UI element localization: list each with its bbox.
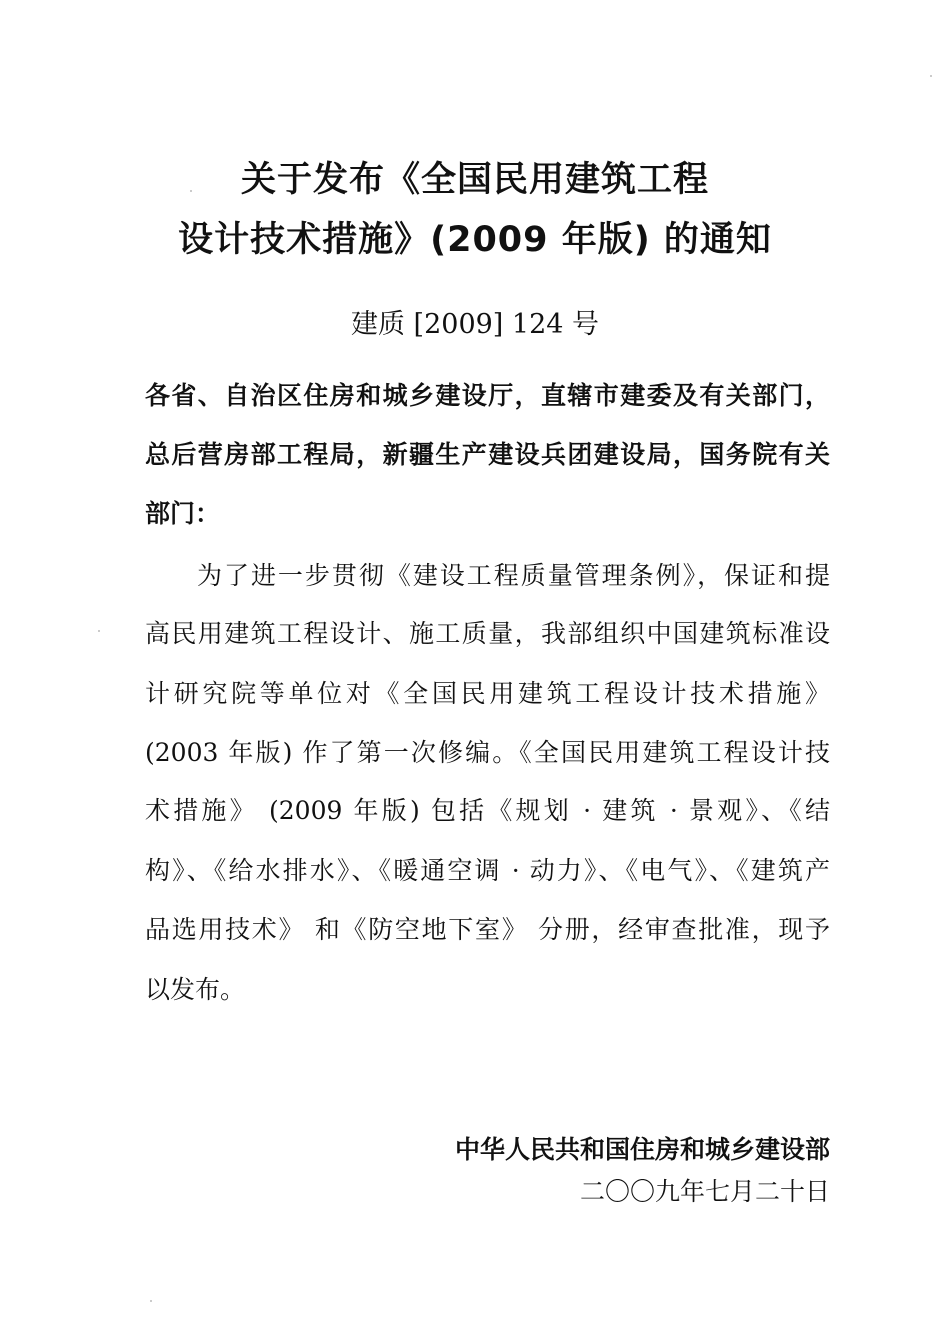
- issuing-authority: 中华人民共和国住房和城乡建设部: [454, 1135, 830, 1164]
- body-line-2: 高民用建筑工程设计、施工质量，我部组织中国建筑标准设: [145, 619, 830, 648]
- document-number: 建质 [2009] 124 号: [350, 309, 600, 340]
- title-line-2: 设计技术措施》(2009 年版) 的通知: [178, 220, 772, 260]
- scan-speck: [150, 1300, 152, 1302]
- body-line-4: (2003 年版) 作了第一次修编。《全国民用建筑工程设计技: [145, 738, 830, 767]
- body-line-5: 术措施》 (2009 年版) 包括《规划 · 建筑 · 景观》、《结: [145, 796, 830, 825]
- issue-date: 二〇〇九年七月二十日: [579, 1177, 830, 1206]
- body-line-3: 计研究院等单位对《全国民用建筑工程设计技术措施》: [145, 679, 830, 708]
- body-line-7: 品选用技术》 和《防空地下室》 分册，经审查批准，现予: [145, 915, 830, 944]
- scan-speck: [98, 630, 100, 632]
- addressee-line-3: 部门：: [145, 499, 221, 528]
- body-line-8: 以发布。: [145, 975, 246, 1004]
- addressee-line-1: 各省、自治区住房和城乡建设厅，直辖市建委及有关部门，: [145, 381, 830, 410]
- addressee-line-2: 总后营房部工程局，新疆生产建设兵团建设局，国务院有关: [145, 440, 830, 469]
- scan-speck: [190, 190, 192, 192]
- title-line-1: 关于发布《全国民用建筑工程: [240, 160, 709, 200]
- body-line-6: 构》、《给水排水》、《暖通空调 · 动力》、《电气》、《建筑产: [145, 856, 830, 885]
- body-line-1: 为了进一步贯彻《建设工程质量管理条例》，保证和提: [197, 561, 830, 590]
- scan-speck: [930, 75, 932, 77]
